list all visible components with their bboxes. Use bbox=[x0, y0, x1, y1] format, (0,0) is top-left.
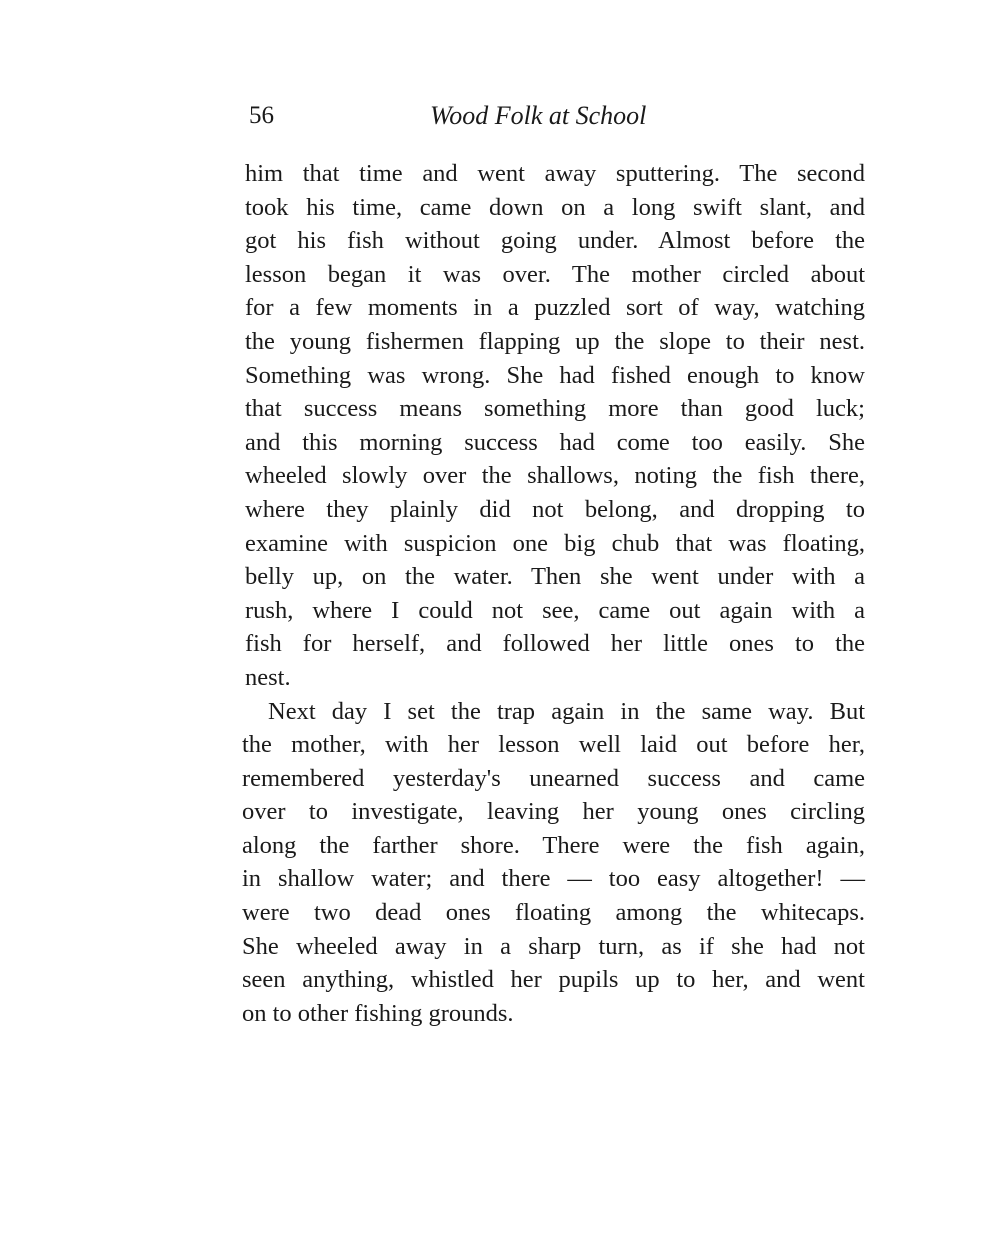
text-line: got his fish without going under. Almost before the bbox=[245, 227, 865, 255]
text-line: rush, where I could not see, came out again with a bbox=[245, 596, 865, 624]
text-line: She wheeled away in a sharp turn, as if she had not bbox=[242, 932, 865, 960]
text-line: nest. bbox=[245, 663, 291, 691]
text-line: that success means something more than good luck; bbox=[245, 395, 865, 423]
text-line: were two dead ones floating among the whitecaps. bbox=[242, 899, 865, 927]
text-line: the mother, with her lesson well laid out before her, bbox=[242, 731, 865, 759]
text-line: took his time, came down on a long swift slant, and bbox=[245, 193, 865, 221]
text-line: on to other fishing grounds. bbox=[242, 999, 514, 1027]
paragraph bbox=[245, 157, 865, 695]
text-line: fish for herself, and followed her little ones to the bbox=[245, 630, 865, 658]
text-line: lesson began it was over. The mother circled about bbox=[245, 260, 865, 288]
text-line: in shallow water; and there — too easy altogether! — bbox=[242, 865, 865, 893]
page-number: 56 bbox=[249, 102, 274, 129]
body-text bbox=[242, 157, 865, 1030]
text-line: for a few moments in a puzzled sort of way, watching bbox=[245, 294, 865, 322]
text-line: where they plainly did not belong, and dropping to bbox=[245, 495, 865, 523]
text-line: the young fishermen flapping up the slope to their nest. bbox=[245, 327, 865, 355]
text-line: seen anything, whistled her pupils up to her, and went bbox=[242, 966, 865, 994]
text-line: over to investigate, leaving her young ones circling bbox=[242, 798, 865, 826]
paragraph bbox=[242, 695, 865, 1031]
text-line: Something was wrong. She had fished enough to know bbox=[245, 361, 865, 389]
text-line: remembered yesterday's unearned success and came bbox=[242, 764, 865, 792]
text-line: and this morning success had come too easily. She bbox=[245, 428, 865, 456]
text-line: examine with suspicion one big chub that was floating, bbox=[245, 529, 865, 557]
text-line: belly up, on the water. Then she went under with a bbox=[245, 563, 865, 591]
text-line: Next day I set the trap again in the same way. But bbox=[268, 697, 865, 725]
text-line: him that time and went away sputtering. The second bbox=[245, 160, 865, 187]
text-line: along the farther shore. There were the fish again, bbox=[242, 831, 865, 859]
running-title: Wood Folk at School bbox=[430, 101, 647, 130]
text-line: wheeled slowly over the shallows, noting the fish there, bbox=[245, 462, 865, 490]
